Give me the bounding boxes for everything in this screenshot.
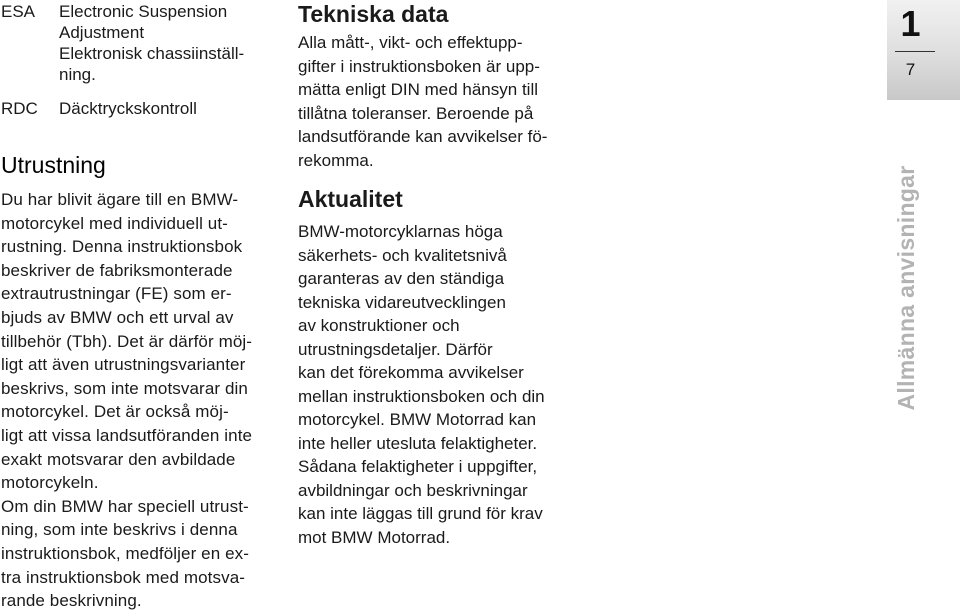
chapter-number: 1 xyxy=(900,3,921,44)
chapter-divider xyxy=(895,51,935,52)
abbreviation-entry-rdc xyxy=(0,98,280,119)
abbreviation-description: Electronic Suspension Adjustment Elektronisk chassiinställ- ning. xyxy=(59,2,245,84)
aktualitet-heading: Aktualitet xyxy=(298,186,403,212)
abbreviation-key: RDC xyxy=(1,99,38,118)
abbreviation-entry-esa xyxy=(0,1,280,85)
utrustning-heading: Utrustning xyxy=(1,152,106,178)
section-title-text: Allmänna anvisningar xyxy=(893,165,919,411)
abbreviation-description: Däcktryckskontroll xyxy=(59,99,197,118)
chapter-tab-header xyxy=(887,0,960,100)
abbreviation-key: ESA xyxy=(1,2,36,21)
tekniska-data-body: Alla mått-, vikt- och effektupp- gifter i instruktionsboken är upp- mätta enligt DIN med hänsyn till tillåtna toleranser. Beroende på landsutförande kan avvikelser fö- rekomma. xyxy=(298,33,548,170)
abbreviation-list xyxy=(0,1,280,119)
utrustning-body: Du har blivit ägare till en BMW- motorcykel med individuell ut- rustning. Denna instruktionsbok beskriver de fabriksmonterade extrautrustningar (FE) som er- bjuds av BMW och ett urval av tillbehör (Tbh). Det är därför möj- ligt att även utrustningsvarianter beskrivs, som inte motsvarar din motorcykel. Det är också möj- ligt att vissa landsutföranden inte exakt motsvarar den avbildade motorcykeln. Om din BMW har speciell utrust- ning, som inte beskrivs i denna instruktionsbok, medföljer en ex- tra instruktionsbok med motsva- rande beskrivning. xyxy=(1,190,253,611)
page-number: 7 xyxy=(905,60,916,79)
aktualitet-body: BMW-motorcyklarnas höga säkerhets- och kvalitetsnivå garanteras av den ständiga tekniska vidareutvecklingen av konstruktioner och utrustningsdetaljer. Därför kan det förekomma avvikelser mellan instruktionsboken och din motorcykel. BMW Motorrad kan inte heller utesluta felaktigheter. Sådana felaktigheter i uppgifter, avbildningar och beskrivningar kan inte läggas till grund för krav mot BMW Motorrad. xyxy=(298,222,545,547)
tekniska-data-heading: Tekniska data xyxy=(298,1,449,27)
